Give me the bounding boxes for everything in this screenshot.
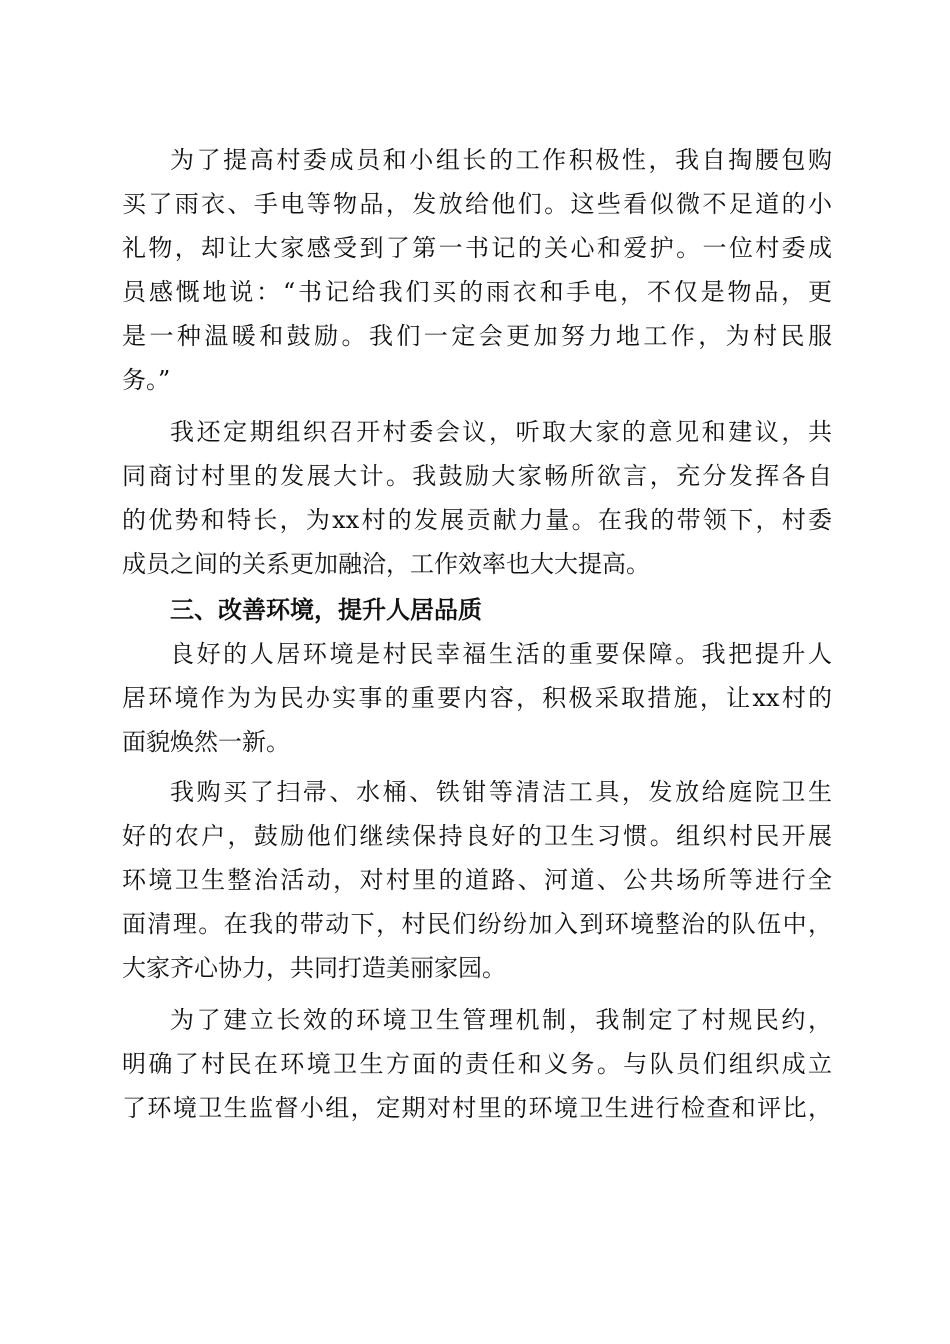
text-line: 我还定期组织召开村委会议，听取大家的意见和建议，共 — [170, 418, 832, 446]
text-line: 成员之间的关系更加融洽，工作效率也大大提高。 — [122, 550, 650, 578]
text-line: 的优势和特长，为xx村的发展贡献力量。在我的带领下，村委 — [122, 506, 832, 534]
text-line: 买了雨衣、手电等物品，发放给他们。这些看似微不足道的小 — [122, 190, 832, 218]
text-line: 面清理。在我的带动下，村民们纷纷加入到环境整治的队伍中， — [122, 910, 832, 938]
text-line: 员感慨地说：“书记给我们买的雨衣和手电，不仅是物品，更 — [122, 278, 832, 306]
text-line: 环境卫生整治活动，对村里的道路、河道、公共场所等进行全 — [122, 866, 832, 894]
text-line: 居环境作为为民办实事的重要内容，积极采取措施，让xx村的 — [122, 684, 832, 712]
text-line: 务。” — [122, 366, 171, 394]
text-line: 大家齐心协力，共同打造美丽家园。 — [122, 954, 506, 982]
text-line: 礼物，却让大家感受到了第一书记的关心和爱护。一位村委成 — [122, 234, 832, 262]
section-heading: 三、改善环境，提升人居品质 — [170, 596, 482, 624]
text-line: 好的农户，鼓励他们继续保持良好的卫生习惯。组织村民开展 — [122, 822, 832, 850]
text-line: 面貌焕然一新。 — [122, 728, 290, 756]
text-line: 是一种温暖和鼓励。我们一定会更加努力地工作，为村民服 — [122, 322, 832, 350]
text-line: 良好的人居环境是村民幸福生活的重要保障。我把提升人 — [170, 640, 832, 668]
text-line: 明确了村民在环境卫生方面的责任和义务。与队员们组织成立 — [122, 1050, 832, 1078]
text-line: 同商讨村里的发展大计。我鼓励大家畅所欲言，充分发挥各自 — [122, 462, 832, 490]
text-line: 为了建立长效的环境卫生管理机制，我制定了村规民约， — [170, 1006, 832, 1034]
text-line: 了环境卫生监督小组，定期对村里的环境卫生进行检查和评比， — [122, 1094, 832, 1122]
text-line: 我购买了扫帚、水桶、铁钳等清洁工具，发放给庭院卫生 — [170, 778, 832, 806]
text-line: 为了提高村委成员和小组长的工作积极性，我自掏腰包购 — [170, 146, 832, 174]
